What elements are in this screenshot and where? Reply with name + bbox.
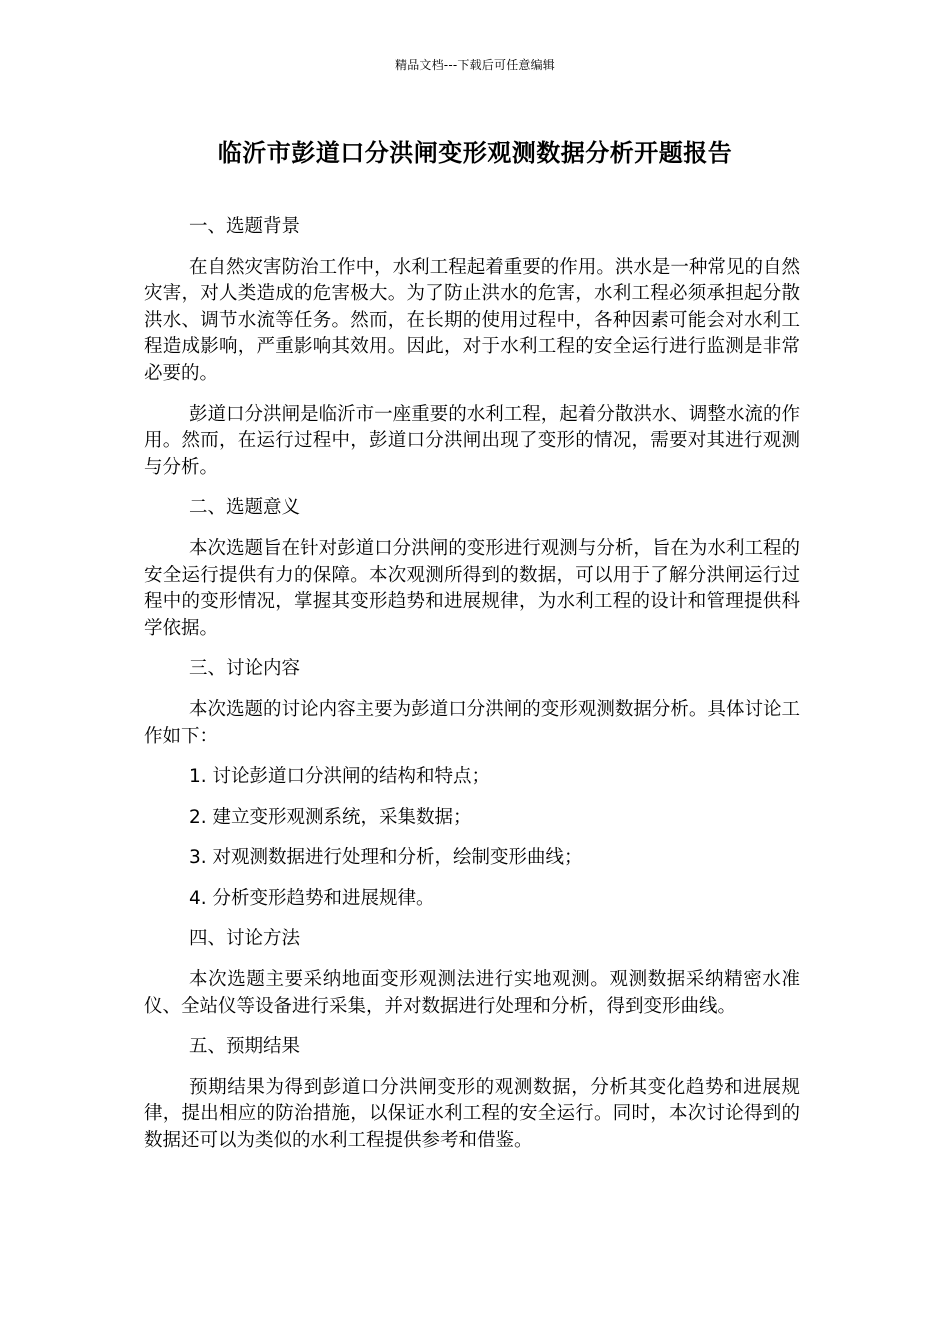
section-heading-expected-results: 五、预期结果 xyxy=(189,1036,301,1058)
paragraph-method-1: 本次选题主要采纳地面变形观测法进行实地观测。观测数据采纳精密水准仪、全站仪等设备进行采集，并对数据进行处理和分析，得到变形曲线。 xyxy=(144,969,800,1017)
paragraph-significance-1: 本次选题旨在针对彭道口分洪闸的变形进行观测与分析，旨在为水利工程的安全运行提供有力的保障。本次观测所得到的数据，可以用于了解分洪闸运行过程中的变形情况，掌握其变形趋势和进展规律，为水利工程的设计和管理提供科学依据。 xyxy=(144,537,800,639)
paragraph-background-1: 在自然灾害防治工作中，水利工程起着重要的作用。洪水是一种常见的自然灾害，对人类造成的危害极大。为了防止洪水的危害，水利工程必须承担起分散洪水、调节水流等任务。然而，在长期的使用过程中，各种因素可能会对水利工程造成影响，严重影响其效用。因此，对于水利工程的安全运行进行监测是非常必要的。 xyxy=(144,256,800,384)
list-item: 3. 对观测数据进行处理和分析，绘制变形曲线； xyxy=(189,847,583,869)
paragraph-background-2: 彭道口分洪闸是临沂市一座重要的水利工程，起着分散洪水、调整水流的作用。然而，在运行过程中，彭道口分洪闸出现了变形的情况，需要对其进行观测与分析。 xyxy=(144,403,800,478)
document-title: 临沂市彭道口分洪闸变形观测数据分析开题报告 xyxy=(217,139,733,167)
paragraph-discussion-content-1: 本次选题的讨论内容主要为彭道口分洪闸的变形观测数据分析。具体讨论工作如下： xyxy=(144,698,800,747)
header-note: 精品文档---下载后可任意编辑 xyxy=(395,58,555,72)
section-heading-significance: 二、选题意义 xyxy=(189,497,301,519)
document-body xyxy=(144,214,800,1155)
section-heading-background: 一、选题背景 xyxy=(189,216,301,237)
list-item: 2. 建立变形观测系统，采集数据； xyxy=(189,806,472,828)
section-heading-method: 四、讨论方法 xyxy=(189,928,301,950)
paragraph-expected-results-1: 预期结果为得到彭道口分洪闸变形的观测数据，分析其变化趋势和进展规律，提出相应的防治措施，以保证水利工程的安全运行。同时，本次讨论得到的数据还可以为类似的水利工程提供参考和借鉴。 xyxy=(144,1076,800,1152)
list-item: 1. 讨论彭道口分洪闸的结构和特点； xyxy=(189,766,491,788)
list-item: 4. 分析变形趋势和进展规律。 xyxy=(189,887,435,909)
section-heading-discussion-content: 三、讨论内容 xyxy=(189,658,301,680)
